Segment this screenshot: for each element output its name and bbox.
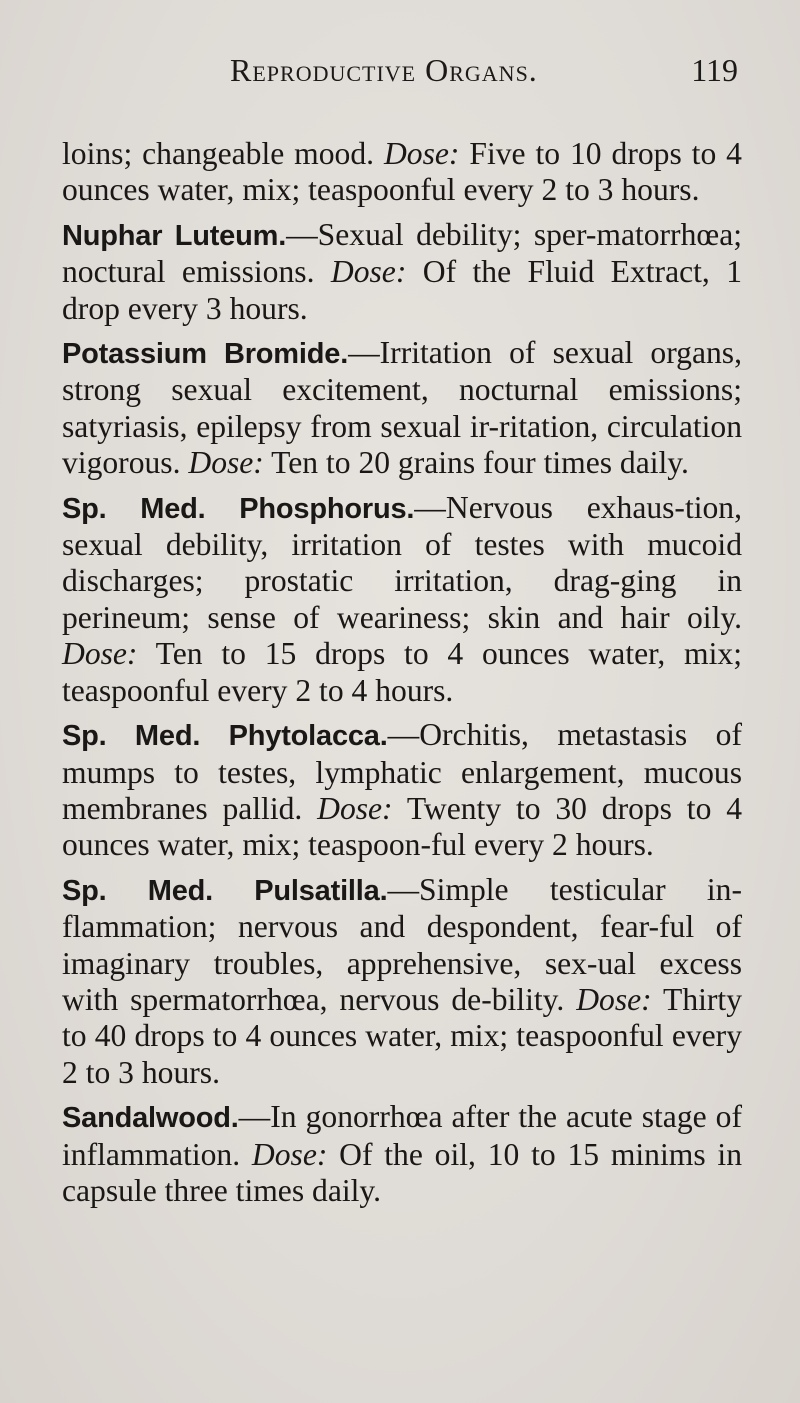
running-head: Reproductive Organs. [230, 52, 538, 88]
paragraph-text: Five to 10 drops to 4 ounces water, mix; teaspoonful every 2 to 3 hours. [62, 136, 742, 208]
paragraph-continuation [62, 136, 742, 209]
paragraph-text: —Nervous exhaus-tion, sexual debility, irritation of testes with mucoid discharges; prostatic irritation, drag-ging in perineum; sense of weariness; skin and hair oily. [62, 489, 742, 635]
dose-label: Dose: [576, 981, 652, 1017]
dose-label: Dose: [251, 1136, 328, 1172]
dose-label: Dose: [383, 136, 460, 171]
remedy-heading: Nuphar Luteum. [62, 219, 287, 252]
remedy-heading: Sandalwood. [62, 1102, 239, 1135]
paragraph-phosphorus [62, 490, 742, 709]
dose-label: Dose: [188, 445, 264, 481]
paragraph-text: —Orchitis, metastasis of mumps to testes, lymphatic enlargement, mucous membranes pallid. [62, 717, 742, 826]
page-number: 119 [691, 52, 738, 88]
paragraph-pulsatilla [62, 872, 742, 1091]
page-header [60, 52, 738, 102]
paragraph-text: —Simple testicular in-flammation; nervous and despondent, fear-ful of imaginary troubles, apprehensive, sex-ual excess with spermatorrhœa, nervous de-bility. [62, 871, 742, 1017]
remedy-heading: Sp. Med. Phytolacca. [62, 720, 388, 753]
paragraph-text: Thirty to 40 drops to 4 ounces water, mix; teaspoonful every 2 to 3 hours. [62, 981, 742, 1090]
paragraph-text: Ten to 20 grains four times daily. [263, 445, 689, 481]
paragraph-potassium-bromide [62, 335, 742, 482]
paragraph-text: —Sexual debility; sper-matorrhœa; noctural emissions. [62, 216, 742, 290]
body-text [62, 136, 742, 1217]
paragraph-text: Of the Fluid Extract, 1 drop every 3 hours. [62, 254, 743, 326]
paragraph-text: loins; changeable mood. [62, 136, 384, 171]
paragraph-text: Of the oil, 10 to 15 minims in capsule three times daily. [62, 1136, 742, 1208]
dose-label: Dose: [330, 254, 407, 290]
paragraph-text: Twenty to 30 drops to 4 ounces water, mix; teaspoon-ful every 2 hours. [62, 790, 742, 863]
paragraph-text: —Irritation of sexual organs, strong sexual excitement, nocturnal emissions; satyriasis, epilepsy from sexual ir-ritation, circulation vigorous. [62, 335, 742, 481]
remedy-heading: Sp. Med. Pulsatilla. [62, 874, 388, 907]
paragraph-nuphar-luteum [62, 217, 742, 327]
remedy-heading: Sp. Med. Phosphorus. [62, 492, 415, 525]
dose-label: Dose: [317, 790, 393, 826]
paragraph-text: —In gonorrhœa after the acute stage of inflammation. [62, 1099, 742, 1172]
paragraph-sandalwood [62, 1099, 742, 1209]
paragraph-text: Ten to 15 drops to 4 ounces water, mix; teaspoonful every 2 to 4 hours. [62, 636, 742, 708]
remedy-heading: Potassium Bromide. [62, 338, 349, 371]
paragraph-phytolacca [62, 717, 742, 864]
dose-label: Dose: [62, 636, 138, 672]
